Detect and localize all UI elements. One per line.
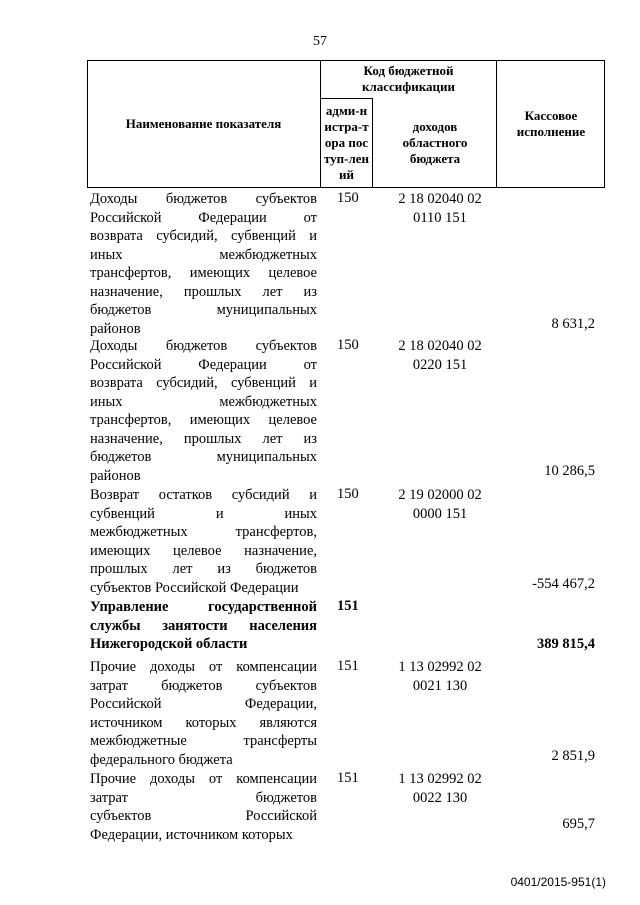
row-admin: 151 xyxy=(337,598,359,614)
row-code: 1 13 02992 02 0021 130 xyxy=(398,659,482,694)
row-amount: 2 851,9 xyxy=(551,748,595,764)
header-cash-col: Кассовое исполнение xyxy=(516,108,586,139)
row-amount: 389 815,4 xyxy=(537,636,595,652)
row-name: Возврат остатков субсидий и субвенций и иных межбюджетных трансфертов, имеющих целевое назначение, прошлых лет из бюджетов субъектов Российской Федерации xyxy=(90,487,317,596)
row-amount: -554 467,2 xyxy=(532,576,595,592)
row-name: Прочие доходы от компенсации затрат бюджетов субъектов Российской Федерации, источником которых xyxy=(90,771,317,843)
row-admin: 150 xyxy=(337,190,359,206)
row-name: Доходы бюджетов субъектов Российской Федерации от возврата субсидий, субвенций и иных межбюджетных трансфертов, имеющих целевое назначение, прошлых лет из бюджетов муниципальных районов xyxy=(90,191,317,337)
row-code: 1 13 02992 02 0022 130 xyxy=(398,771,482,806)
header-code-group: Код бюджетной классификации xyxy=(361,63,456,94)
header-admin-col: адми-нистра-тора поступ-лений xyxy=(323,103,370,182)
row-admin: 151 xyxy=(337,658,359,674)
row-code: 2 18 02040 02 0110 151 xyxy=(398,191,482,226)
row-amount: 695,7 xyxy=(562,816,595,832)
row-admin: 150 xyxy=(337,486,359,502)
document-code: 0401/2015-951(1) xyxy=(510,875,606,889)
row-code: 2 18 02040 02 0220 151 xyxy=(398,338,482,373)
header-name-col: Наименование показателя xyxy=(125,116,282,131)
header-income-col: доходов областного бюджета xyxy=(402,119,468,166)
page-number: 57 xyxy=(313,34,327,49)
row-amount: 10 286,5 xyxy=(544,463,595,479)
table-header xyxy=(87,60,605,188)
row-code: 2 19 02000 02 0000 151 xyxy=(398,487,482,522)
row-name: Прочие доходы от компенсации затрат бюджетов субъектов Российской Федерации, источником которых являются межбюджетные трансферты федерального бюджета xyxy=(90,659,317,768)
row-name: Доходы бюджетов субъектов Российской Федерации от возврата субсидий, субвенций и иных межбюджетных трансфертов, имеющих целевое назначение, прошлых лет из бюджетов муниципальных районов xyxy=(90,338,317,484)
row-admin: 150 xyxy=(337,337,359,353)
row-admin: 151 xyxy=(337,770,359,786)
row-name: Управление государственной службы занятости населения Нижегородской области xyxy=(90,599,317,652)
row-amount: 8 631,2 xyxy=(551,316,595,332)
